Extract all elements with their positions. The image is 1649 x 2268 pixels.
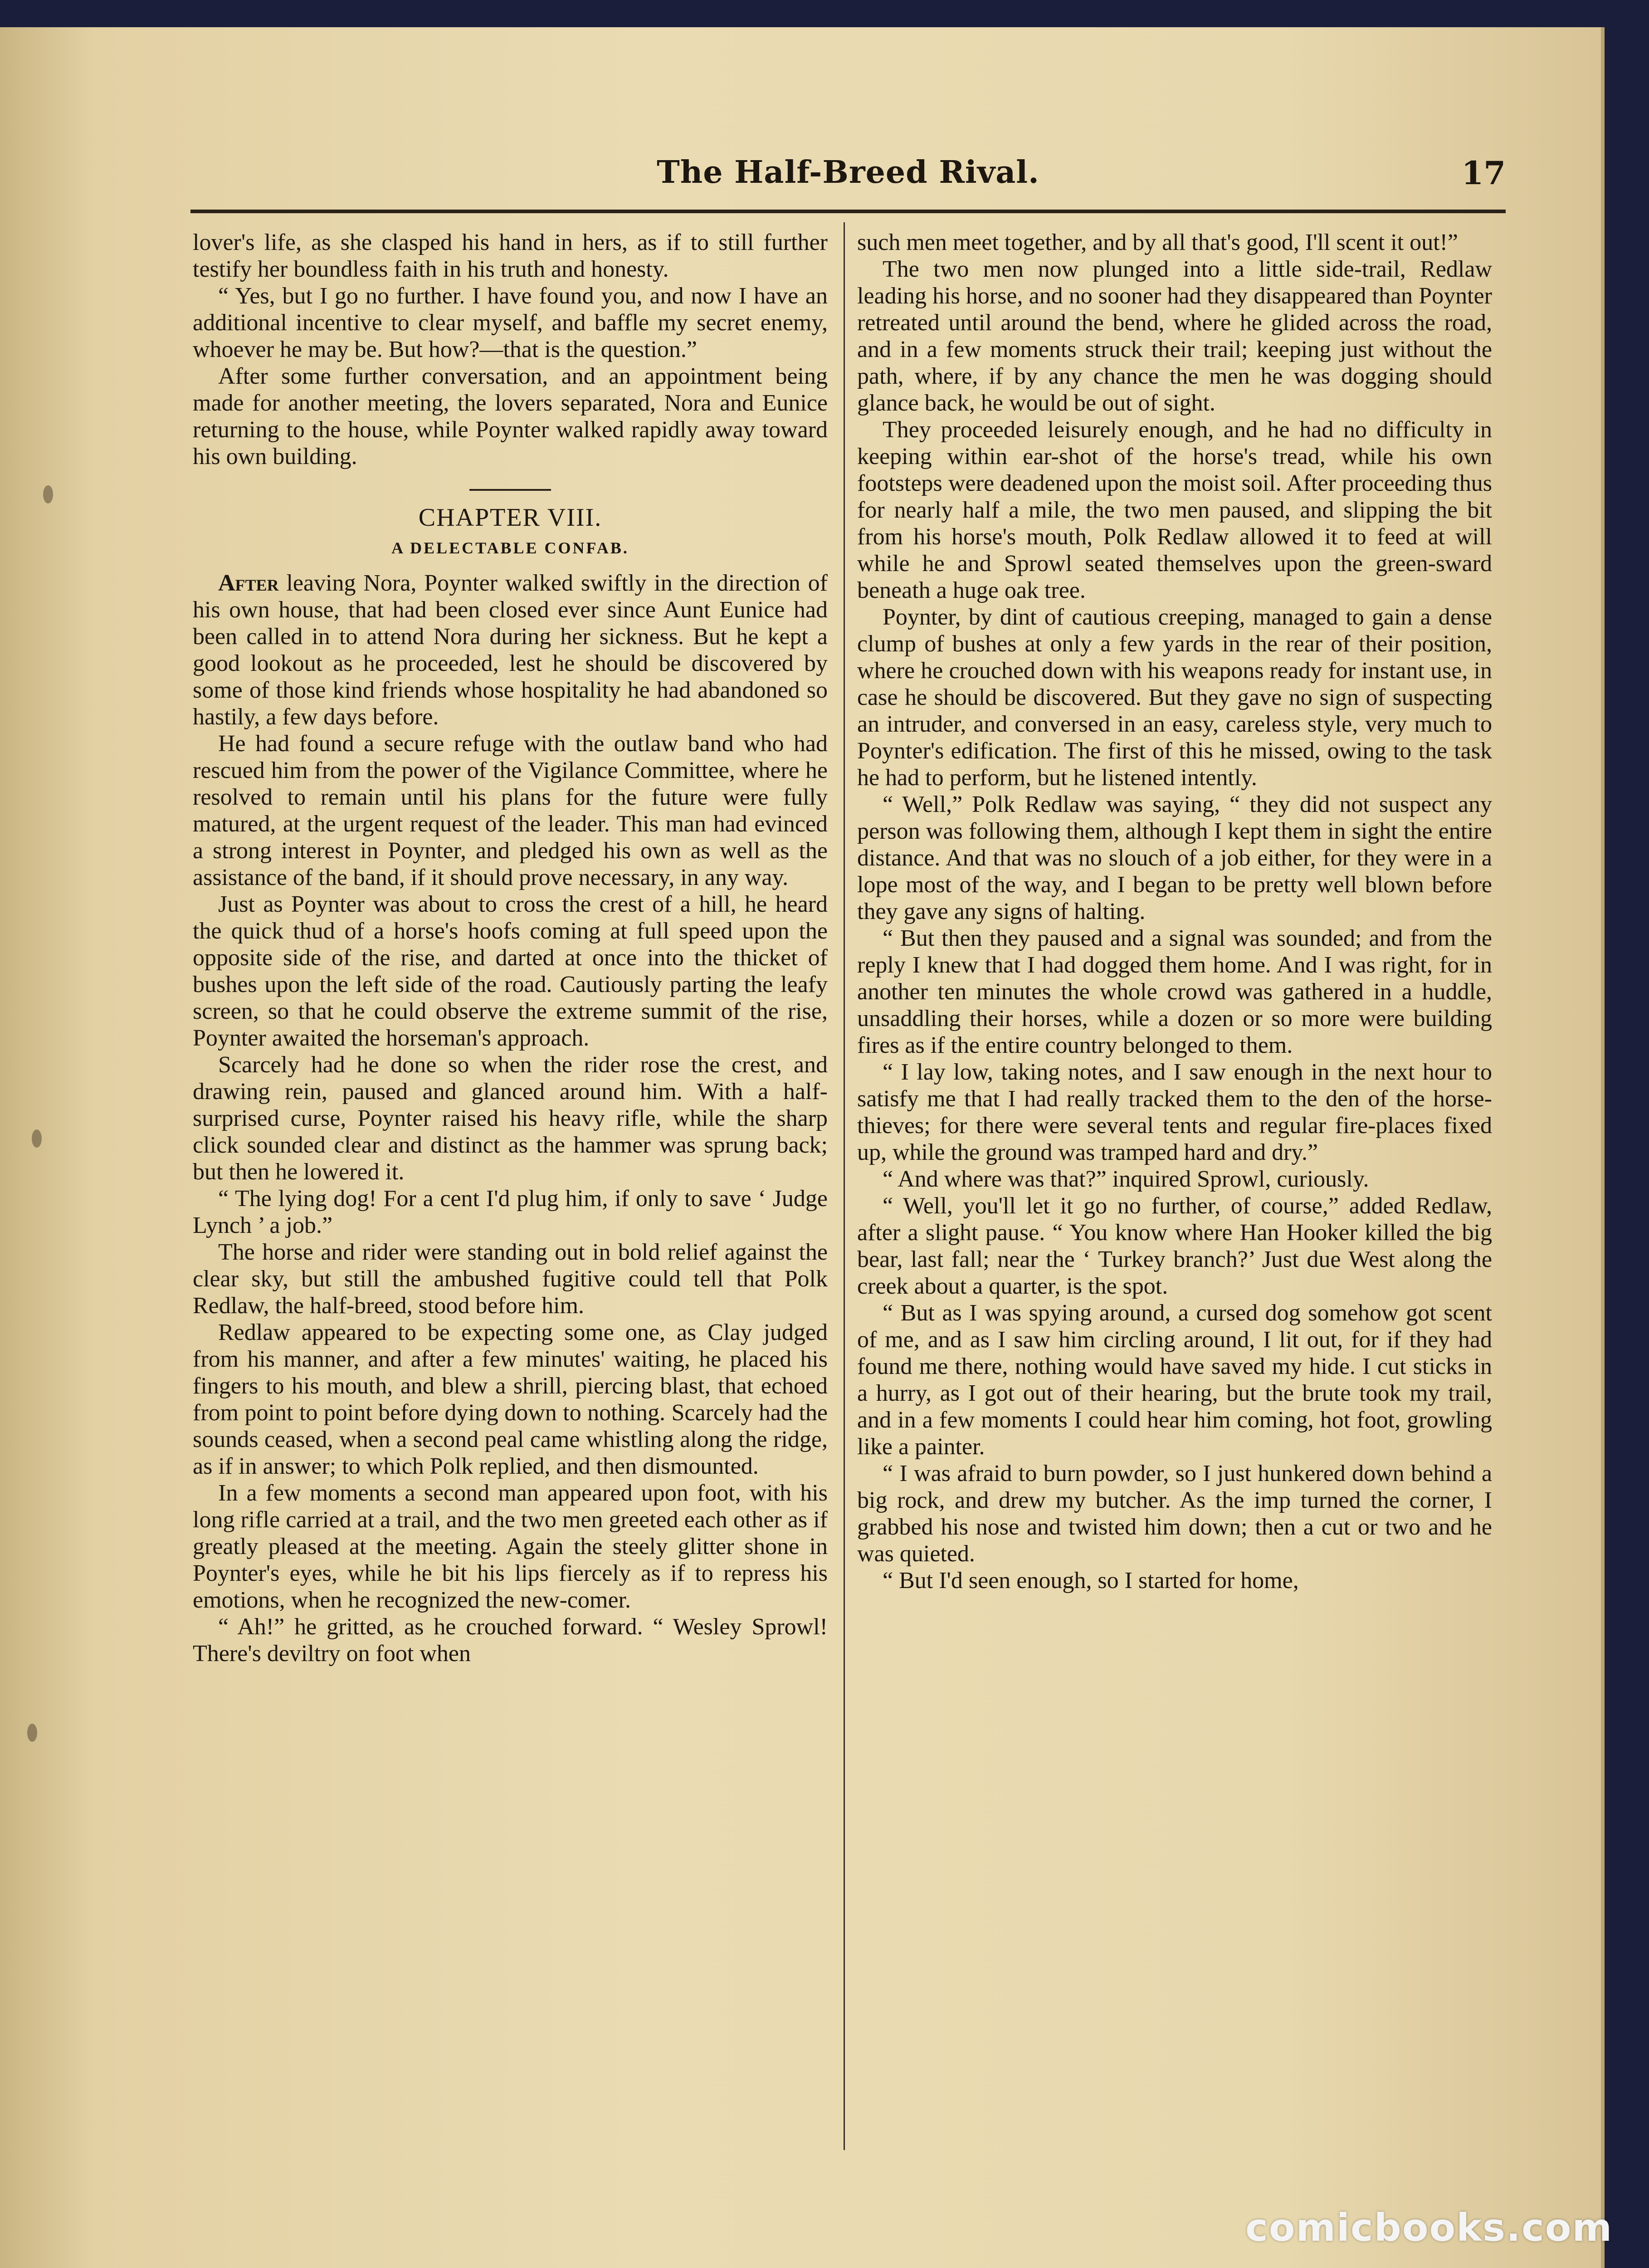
paragraph: “ But I'd seen enough, so I started for home,: [883, 1568, 1299, 1593]
paragraph: “ I was afraid to burn powder, so I just hunkered down behind a big rock, and drew my butcher. As the imp turned the corner, I grabbed his nose and twisted him down; then a cut or two and he was quieted.: [857, 1461, 1492, 1567]
paragraph: In a few moments a second man appeared upon foot, with his long rifle carried at a trail, and the two men greeted each other as if greatly pleased at the meeting. Again the steely glitter shone in Poynter's eyes, while he bit his lips fiercely as if to repress his emotions, when he recognized the new-comer.: [193, 1480, 828, 1613]
lead-in-word: After: [218, 570, 279, 596]
paragraph: “ Well,” Polk Redlaw was saying, “ they did not suspect any person was following them, although I kept them in sight the entire distance. And that was no slouch of a job either, for they were in a lope most of the way, and I began to be pretty well blown before they gave any signs of halting.: [857, 792, 1492, 924]
paper-speck: [43, 485, 53, 503]
chapter-subtitle: A DELECTABLE CONFAB.: [391, 539, 629, 557]
chapter-opening-paragraph: [193, 570, 828, 730]
running-title: The Half-Breed Rival.: [657, 154, 1039, 191]
chapter-rule: [469, 489, 551, 491]
right-column: [857, 229, 1492, 2180]
paragraph: After some further conversation, and an appointment being made for another meeting, the lovers separated, Nora and Eunice returning to the house, while Poynter walked rapidly away toward his own building.: [193, 363, 828, 469]
paragraph: “ The lying dog! For a cent I'd plug him, if only to save ‘ Judge Lynch ’ a job.”: [193, 1186, 828, 1238]
chapter-heading: CHAPTER VIII.: [418, 503, 602, 532]
paragraph: such men meet together, and by all that's good, I'll scent it out!”: [857, 230, 1458, 255]
paragraph: “ Yes, but I go no further. I have found you, and now I have an additional incentive to clear myself, and baffle my secret enemy, whoever he may be. But how?—that is the question.”: [193, 283, 828, 362]
paragraph: Just as Poynter was about to cross the crest of a hill, he heard the quick thud of a horse's hoofs coming at full speed upon the opposite side of the rise, and darted at once into the thicket of bushes upon the left side of the road. Cautiously parting the leafy screen, so that he could observe the extreme summit of the rise, Poynter awaited the horseman's approach.: [193, 891, 828, 1051]
paragraph: “ Well, you'll let it go no further, of course,” added Redlaw, after a slight pause. “ You know where Han Hooker killed the big bear, last fall; near the ‘ Turkey branch?’ Just due West along the creek about a quarter, is the spot.: [857, 1193, 1492, 1299]
page-number: 17: [1461, 154, 1506, 192]
opening-text: leaving Nora, Poynter walked swiftly in the direction of his own house, that had been closed ever since Aunt Eunice had been called in to attend Nora during her sickness. But he kept a good lookout as he proceeded, lest he should be discovered by some of those kind friends whose hospitality he had abandoned so hastily, a few days before.: [193, 570, 828, 730]
paper-speck: [27, 1724, 37, 1742]
header-rule: [190, 210, 1506, 213]
paragraph: “ But as I was spying around, a cursed dog somehow got scent of me, and as I saw him circling around, I lit out, for if they had found me there, nothing would have saved my hide. I cut sticks in a hurry, as I got out of their hearing, but the brute took my trail, and in a few moments I could hear him coming, hot foot, growling like a painter.: [857, 1300, 1492, 1460]
paragraph: lover's life, as she clasped his hand in hers, as if to still further testify her boundless faith in his truth and honesty.: [193, 230, 828, 282]
paragraph: “ I lay low, taking notes, and I saw enough in the next hour to satisfy me that I had really tracked them to the den of the horse-thieves; for there were several tents and regular fire-places fixed up, while the ground was tramped hard and dry.”: [857, 1059, 1492, 1165]
paragraph: The two men now plunged into a little side-trail, Redlaw leading his horse, and no sooner had they disappeared than Poynter retreated until around the bend, where he glided across the road, and in a few moments struck their trail; keeping just without the path, where, if by any chance the men he was dogging should glance back, he would be out of sight.: [857, 256, 1492, 416]
paragraph: Poynter, by dint of cautious creeping, managed to gain a dense clump of bushes at only a few yards in the rear of their position, where he crouched down with his weapons ready for instant use, in case he should be discovered. But they gave no sign of suspecting an intruder, and conversed in an easy, careless style, very much to Poynter's edification. The first of this he missed, owing to the task he had to perform, but he listened intently.: [857, 604, 1492, 791]
paragraph: Scarcely had he done so when the rider rose the crest, and drawing rein, paused and glanced around him. With a half-surprised curse, Poynter raised his heavy rifle, while the sharp click sounded clear and distinct as the hammer was sprung back; but then he lowered it.: [193, 1052, 828, 1185]
column-divider: [844, 222, 845, 2150]
paragraph: “ And where was that?” inquired Sprowl, curiously.: [883, 1166, 1369, 1192]
running-header: [190, 145, 1506, 200]
paragraph: He had found a secure refuge with the outlaw band who had rescued him from the power of the Vigilance Committee, where he resolved to remain until his plans for the future were fully matured, at the urgent request of the leader. This man had evinced a strong interest in Poynter, and pledged his own as well as the assistance of the band, if it should prove necessary, in any way.: [193, 731, 828, 890]
left-column: [193, 229, 828, 2180]
paragraph: The horse and rider were standing out in bold relief against the clear sky, but still the ambushed fugitive could tell that Polk Redlaw, the half-breed, stood before him.: [193, 1239, 828, 1319]
watermark: comicbooks.com: [1245, 2205, 1613, 2250]
paragraph: Redlaw appeared to be expecting some one, as Clay judged from his manner, and after a few minutes' waiting, he placed his fingers to his mouth, and blew a shrill, piercing blast, that echoed from point to point before dying down to nothing. Scarcely had the sounds ceased, when a second peal came whistling along the ridge, as if in answer; to which Polk replied, and then dismounted.: [193, 1320, 828, 1479]
paragraph: They proceeded leisurely enough, and he had no difficulty in keeping within ear-shot of the horse's tread, while his own footsteps were deadened upon the moist soil. After proceeding thus for nearly half a mile, the two men paused, and slipping the bit from his horse's mouth, Polk Redlaw allowed it to feed at will while he and Sprowl seated themselves upon the green-sward beneath a huge oak tree.: [857, 417, 1492, 603]
paragraph: “ Ah!” he gritted, as he crouched forward. “ Wesley Sprowl! There's deviltry on foot when: [193, 1614, 828, 1667]
paper-speck: [32, 1129, 42, 1148]
paragraph: “ But then they paused and a signal was sounded; and from the reply I knew that I had dogged them home. And I was right, for in another ten minutes the whole crowd was gathered in a huddle, unsaddling their horses, while a dozen or so more were building fires as if the entire country belonged to them.: [857, 925, 1492, 1058]
